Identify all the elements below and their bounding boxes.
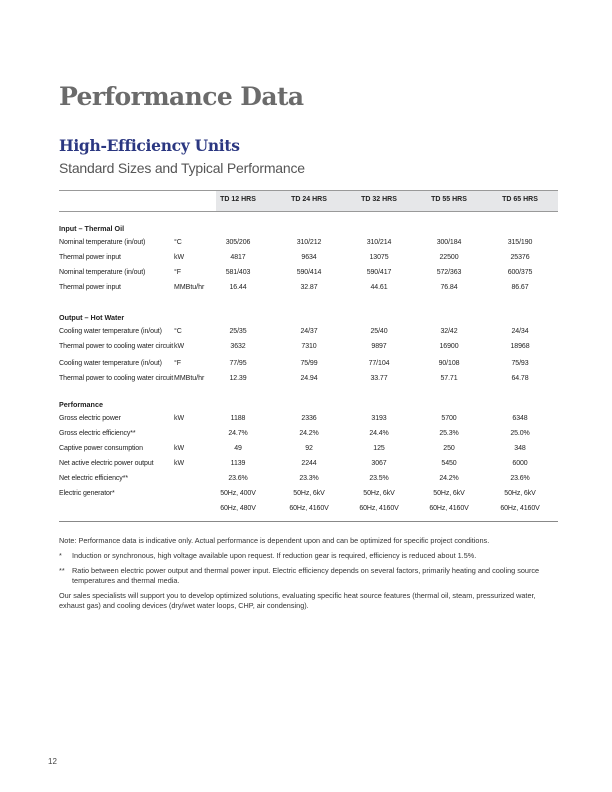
row-unit: MMBtu/hr bbox=[174, 375, 205, 382]
cell-value: 23.5% bbox=[369, 475, 389, 482]
cell-value: 33.77 bbox=[370, 375, 388, 382]
cell-value: 23.3% bbox=[299, 475, 319, 482]
row-unit: kW bbox=[174, 460, 185, 467]
row-label: Cooling water temperature (in/out) bbox=[59, 328, 162, 335]
footnote-marker: ** bbox=[59, 566, 65, 575]
row-unit: °C bbox=[174, 239, 182, 246]
cell-value: 5450 bbox=[441, 460, 457, 467]
group-title-output-hot-water: Output – Hot Water bbox=[59, 313, 125, 322]
row-label: Captive power consumption bbox=[59, 445, 143, 452]
cell-value: 310/212 bbox=[296, 239, 322, 246]
cell-value: 32/42 bbox=[440, 328, 458, 335]
page-number: 12 bbox=[48, 757, 57, 766]
footnote-text: Ratio between electric power output and thermal power input. Electric efficiency depends on several factors, primarily heating and cooling source temperatures and thermal media. bbox=[72, 566, 540, 585]
cell-value: 250 bbox=[443, 445, 455, 452]
cell-value: 7310 bbox=[301, 343, 317, 350]
note-text: Note: Performance data is indicative only. Actual performance is dependent upon and can be optimized for specific project conditions. bbox=[59, 536, 490, 545]
section-title: High-Efficiency Units bbox=[59, 136, 240, 155]
cell-value: 2244 bbox=[301, 460, 317, 467]
cell-value: 3067 bbox=[371, 460, 387, 467]
notes bbox=[59, 536, 559, 616]
row-unit: kW bbox=[174, 254, 185, 261]
column-header: TD 32 HRS bbox=[361, 196, 397, 203]
table-bottom-rule bbox=[59, 521, 558, 522]
cell-value: 50Hz, 6kV bbox=[433, 490, 465, 497]
cell-value: 9897 bbox=[371, 343, 387, 350]
cell-value: 305/206 bbox=[225, 239, 251, 246]
column-header: TD 24 HRS bbox=[291, 196, 327, 203]
cell-value: 24.2% bbox=[439, 475, 459, 482]
cell-value: 24.94 bbox=[300, 375, 318, 382]
cell-value: 24.7% bbox=[228, 430, 248, 437]
cell-value: 60Hz, 4160V bbox=[359, 505, 399, 512]
cell-value: 90/108 bbox=[438, 360, 460, 367]
row-unit: kW bbox=[174, 415, 185, 422]
cell-value: 125 bbox=[373, 445, 385, 452]
row-label: Electric generator* bbox=[59, 490, 115, 497]
row-label: Cooling water temperature (in/out) bbox=[59, 360, 162, 367]
closing-text: Our sales specialists will support you to develop optimized solutions, evaluating specific heat source features (thermal oil, steam, pressurized water, exhaust gas) and cooling devices (dry/wet water loops, CHP, air condensing). bbox=[59, 591, 536, 610]
cell-value: 50Hz, 400V bbox=[220, 490, 256, 497]
cell-value: 6348 bbox=[512, 415, 528, 422]
cell-value: 9634 bbox=[301, 254, 317, 261]
cell-value: 92 bbox=[305, 445, 313, 452]
cell-value: 64.78 bbox=[511, 375, 529, 382]
cell-value: 581/403 bbox=[225, 269, 251, 276]
cell-value: 22500 bbox=[439, 254, 459, 261]
cell-value: 1188 bbox=[230, 415, 246, 422]
row-unit: kW bbox=[174, 445, 185, 452]
cell-value: 49 bbox=[234, 445, 242, 452]
row-label: Thermal power input bbox=[59, 254, 121, 261]
row-unit: °C bbox=[174, 328, 182, 335]
cell-value: 60Hz, 4160V bbox=[500, 505, 540, 512]
cell-value: 50Hz, 6kV bbox=[504, 490, 536, 497]
row-label: Thermal power to cooling water circuit bbox=[59, 343, 174, 350]
cell-value: 5700 bbox=[441, 415, 457, 422]
cell-value: 60Hz, 480V bbox=[220, 505, 256, 512]
cell-value: 1139 bbox=[230, 460, 246, 467]
row-unit: kW bbox=[174, 343, 185, 350]
row-label: Nominal temperature (in/out) bbox=[59, 239, 146, 246]
row-label: Gross electric efficiency** bbox=[59, 430, 136, 437]
cell-value: 2336 bbox=[301, 415, 317, 422]
row-label: Thermal power input bbox=[59, 284, 121, 291]
cell-value: 16900 bbox=[439, 343, 459, 350]
cell-value: 44.61 bbox=[370, 284, 388, 291]
cell-value: 3193 bbox=[371, 415, 387, 422]
cell-value: 23.6% bbox=[228, 475, 248, 482]
table-top-rule bbox=[59, 190, 558, 191]
cell-value: 600/375 bbox=[507, 269, 533, 276]
row-label: Net active electric power output bbox=[59, 460, 154, 467]
cell-value: 310/214 bbox=[366, 239, 392, 246]
cell-value: 23.6% bbox=[510, 475, 530, 482]
cell-value: 6000 bbox=[512, 460, 528, 467]
cell-value: 25.0% bbox=[510, 430, 530, 437]
cell-value: 60Hz, 4160V bbox=[429, 505, 469, 512]
row-label: Gross electric power bbox=[59, 415, 121, 422]
cell-value: 590/414 bbox=[296, 269, 322, 276]
cell-value: 25/35 bbox=[229, 328, 247, 335]
row-unit: °F bbox=[174, 269, 182, 276]
row-label: Nominal temperature (in/out) bbox=[59, 269, 146, 276]
cell-value: 57.71 bbox=[440, 375, 458, 382]
group-title-performance: Performance bbox=[59, 400, 103, 409]
row-unit: MMBtu/hr bbox=[174, 284, 205, 291]
cell-value: 86.67 bbox=[511, 284, 529, 291]
column-header: TD 55 HRS bbox=[431, 196, 467, 203]
footnote-2 bbox=[59, 566, 559, 586]
cell-value: 24.4% bbox=[369, 430, 389, 437]
cell-value: 32.87 bbox=[300, 284, 318, 291]
row-unit: °F bbox=[174, 360, 182, 367]
subtitle: Standard Sizes and Typical Performance bbox=[59, 160, 305, 176]
column-header: TD 65 HRS bbox=[502, 196, 538, 203]
cell-value: 13075 bbox=[369, 254, 389, 261]
group-title-input-thermal-oil: Input – Thermal Oil bbox=[59, 224, 125, 233]
cell-value: 75/93 bbox=[511, 360, 529, 367]
row-label: Net electric efficiency** bbox=[59, 475, 128, 482]
cell-value: 315/190 bbox=[507, 239, 533, 246]
cell-value: 75/99 bbox=[300, 360, 318, 367]
cell-value: 50Hz, 6kV bbox=[293, 490, 325, 497]
cell-value: 76.84 bbox=[440, 284, 458, 291]
cell-value: 300/184 bbox=[436, 239, 462, 246]
row-label: Thermal power to cooling water circuit bbox=[59, 375, 174, 382]
cell-value: 25.3% bbox=[439, 430, 459, 437]
table-header-rule bbox=[59, 211, 558, 212]
cell-value: 25/40 bbox=[370, 328, 388, 335]
footnote-1 bbox=[59, 551, 559, 561]
cell-value: 18968 bbox=[510, 343, 530, 350]
cell-value: 24.2% bbox=[299, 430, 319, 437]
cell-value: 4817 bbox=[230, 254, 246, 261]
cell-value: 572/363 bbox=[436, 269, 462, 276]
cell-value: 77/104 bbox=[368, 360, 390, 367]
cell-value: 24/37 bbox=[300, 328, 318, 335]
footnote-marker: * bbox=[59, 551, 62, 560]
cell-value: 60Hz, 4160V bbox=[289, 505, 329, 512]
page-title: Performance Data bbox=[59, 82, 304, 111]
footnote-text: Induction or synchronous, high voltage available upon request. If reduction gear is required, efficiency is reduced about 1.5%. bbox=[72, 551, 477, 560]
cell-value: 16.44 bbox=[229, 284, 247, 291]
cell-value: 77/95 bbox=[229, 360, 247, 367]
cell-value: 590/417 bbox=[366, 269, 392, 276]
cell-value: 3632 bbox=[230, 343, 246, 350]
column-header: TD 12 HRS bbox=[220, 196, 256, 203]
cell-value: 348 bbox=[514, 445, 526, 452]
cell-value: 50Hz, 6kV bbox=[363, 490, 395, 497]
cell-value: 12.39 bbox=[229, 375, 247, 382]
cell-value: 24/34 bbox=[511, 328, 529, 335]
cell-value: 25376 bbox=[510, 254, 530, 261]
